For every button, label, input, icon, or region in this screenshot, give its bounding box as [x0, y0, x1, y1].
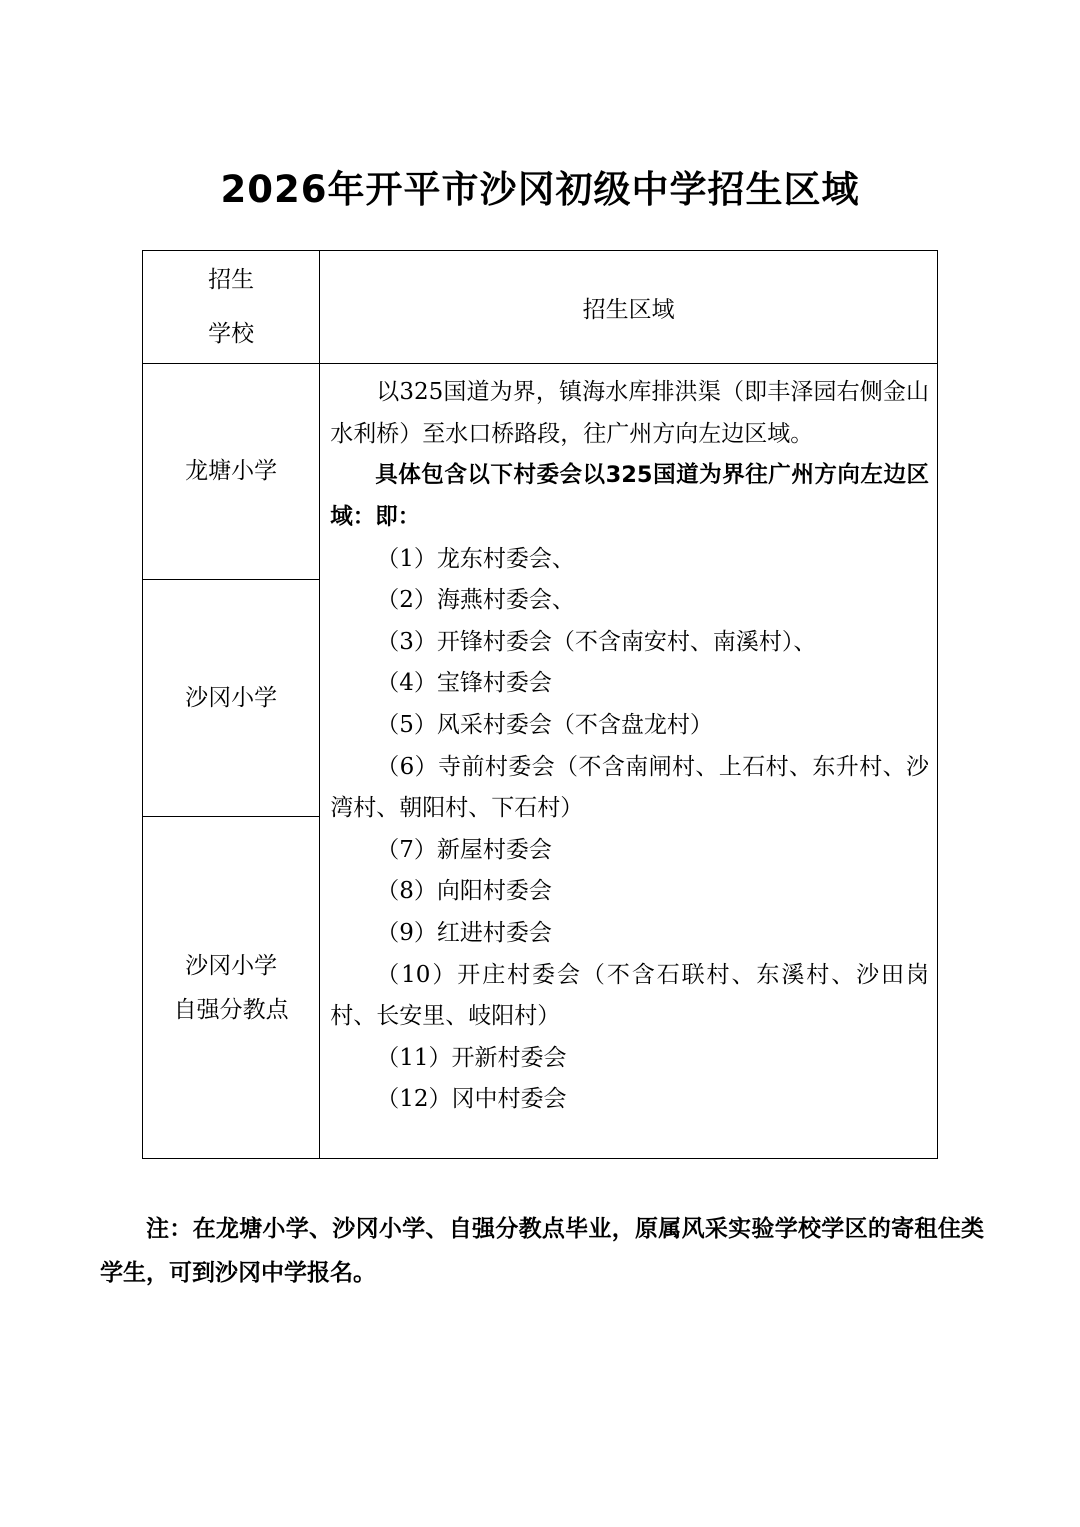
- village-item: （3）开锋村委会（不含南安村、南溪村）、: [376, 628, 817, 655]
- header-area: 招生区域: [320, 251, 938, 364]
- header-school-line1: 招生: [208, 267, 255, 294]
- table-row: [143, 364, 938, 579]
- school-name: 龙塘小学: [185, 458, 278, 485]
- page-title: 2026年开平市沙冈初级中学招生区域: [220, 168, 860, 211]
- area-scope: 具体包含以下村委会以325国道为界往广州方向左边区域：即：: [330, 462, 929, 531]
- village-item: （8）向阳村委会: [376, 878, 552, 905]
- header-school: [143, 251, 320, 364]
- table-header-row: [143, 251, 938, 364]
- school-longtang: [143, 364, 320, 579]
- village-item: （1）龙东村委会、: [376, 545, 575, 572]
- village-item: （10）开庄村委会（不含石联村、东溪村、沙田岗村、长安里、岐阳村）: [330, 961, 929, 1030]
- village-item: （9）红进村委会: [376, 919, 552, 946]
- village-item: （6）寺前村委会（不含南闸村、上石村、东升村、沙湾村、朝阳村、下石村）: [330, 753, 929, 822]
- enrollment-zone-table: [142, 250, 938, 1159]
- village-item: （7）新屋村委会: [376, 836, 552, 863]
- village-item: （5）风采村委会（不含盘龙村）: [376, 711, 713, 738]
- village-item: （2）海燕村委会、: [376, 587, 575, 614]
- school-name: 沙冈小学: [185, 952, 278, 979]
- village-item: （12）冈中村委会: [376, 1086, 567, 1113]
- school-shagang-ziqiang: [143, 817, 320, 1159]
- school-shagang: [143, 579, 320, 817]
- school-name: 沙冈小学: [185, 684, 278, 711]
- footnote: 注：在龙塘小学、沙冈小学、自强分教点毕业，原属风采实验学校学区的寄租住类学生，可到沙冈中学报名。: [100, 1216, 984, 1286]
- village-item: （11）开新村委会: [376, 1044, 567, 1071]
- area-description: [320, 364, 938, 1159]
- school-branch-name: 自强分教点: [173, 996, 289, 1023]
- area-intro: 以325国道为界，镇海水库排洪渠（即丰泽园右侧金山水利桥）至水口桥路段，往广州方向左边区域。: [330, 379, 929, 447]
- header-school-line2: 学校: [208, 321, 255, 348]
- village-item: （4）宝锋村委会: [376, 670, 552, 697]
